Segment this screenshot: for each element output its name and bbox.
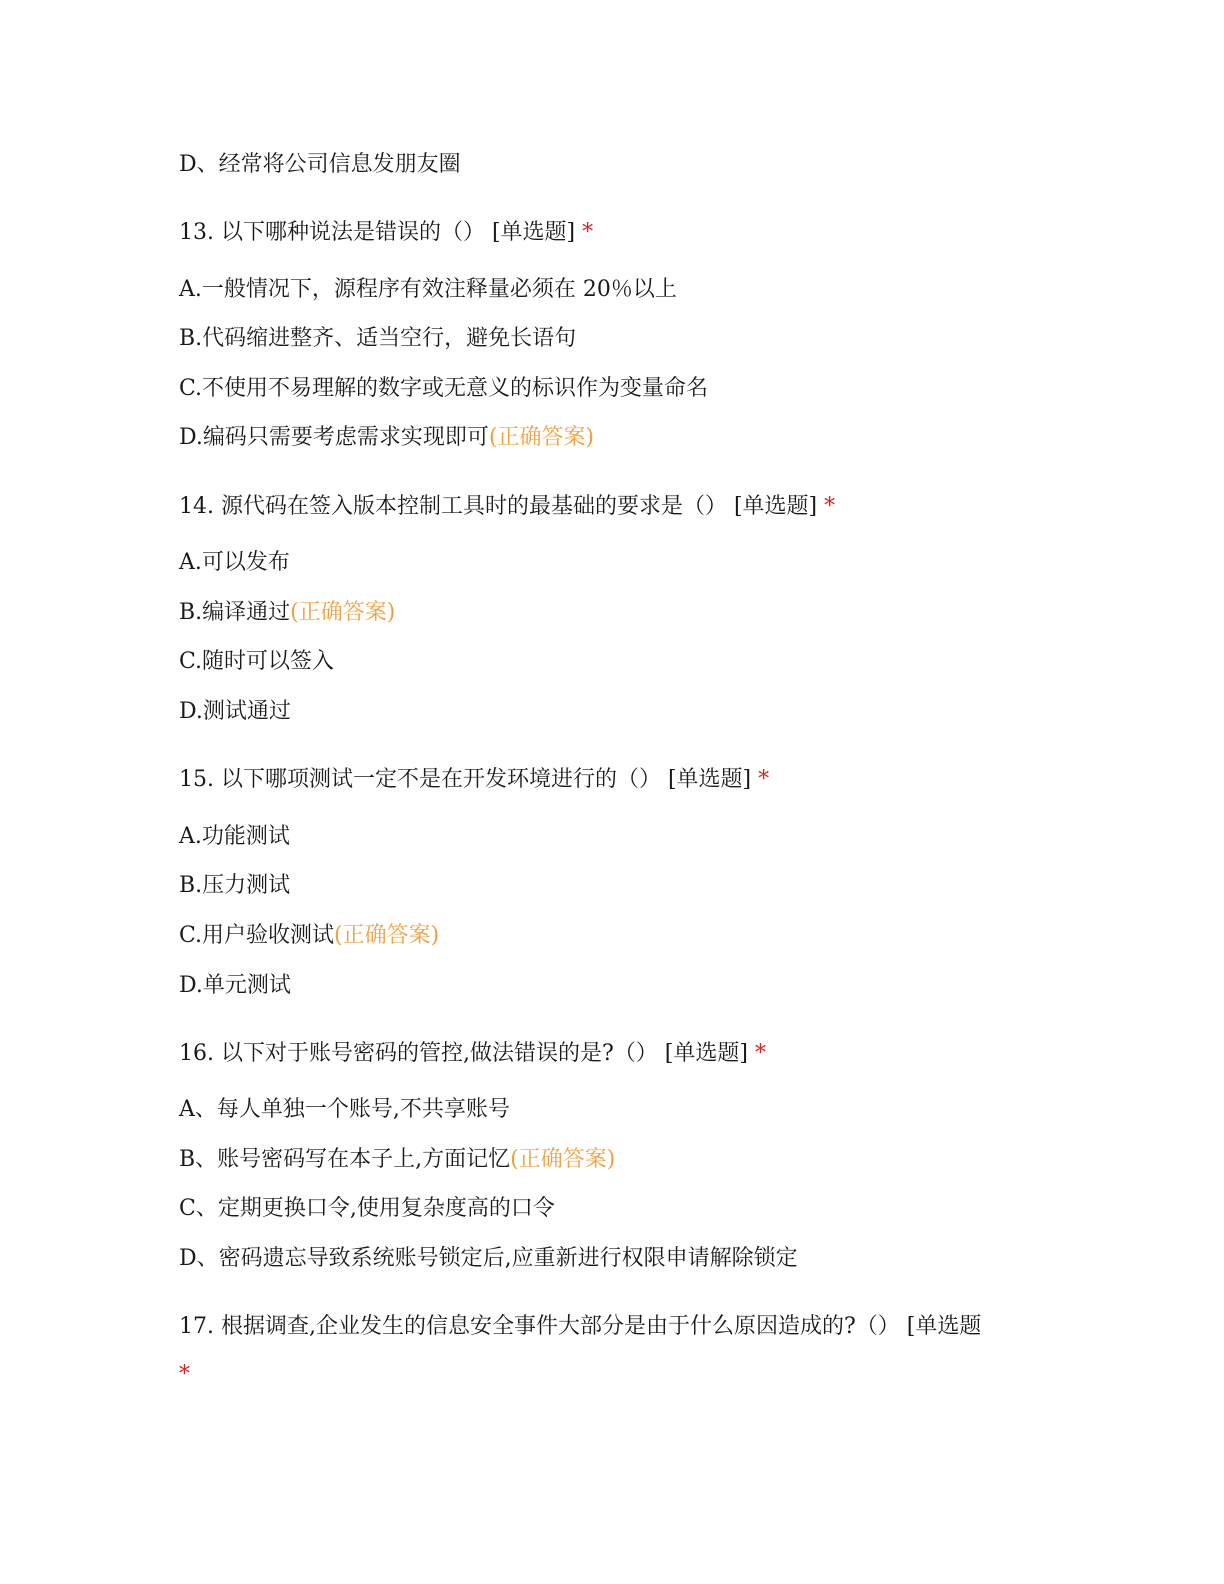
option-14b (179, 598, 395, 628)
option-15b (179, 871, 290, 901)
required-marker: * (754, 1041, 766, 1066)
required-marker: * (758, 767, 770, 792)
option-text: A、每人单独一个账号,不共享账号 (179, 1097, 510, 1122)
option-14c (179, 647, 334, 677)
option-15d (179, 971, 291, 1001)
option-16c (179, 1194, 555, 1224)
required-marker: * (179, 1362, 190, 1387)
option-16d (179, 1244, 798, 1274)
option-15c (179, 921, 439, 951)
option-text: C、定期更换口令,使用复杂度高的口令 (179, 1196, 555, 1221)
option-text: D.测试通过 (179, 699, 291, 724)
option-text: C.不使用不易理解的数字或无意义的标识作为变量命名 (179, 376, 709, 401)
question-16 (179, 1039, 766, 1069)
required-marker: * (582, 220, 594, 245)
question-text: 14. 源代码在签入版本控制工具时的最基础的要求是（） [单选题] (179, 494, 818, 519)
option-16a (179, 1095, 510, 1125)
question-text: 16. 以下对于账号密码的管控,做法错误的是?（） [单选题] (179, 1041, 748, 1066)
option-13d (179, 423, 594, 453)
correct-answer-tag: (正确答案) (510, 1147, 616, 1172)
correct-answer-tag: (正确答案) (334, 923, 440, 948)
option-text: D.编码只需要考虑需求实现即可 (179, 425, 489, 450)
option-12d (179, 150, 461, 180)
question-13 (179, 218, 593, 248)
question-14 (179, 492, 835, 522)
option-13c (179, 374, 708, 404)
question-text: 15. 以下哪项测试一定不是在开发环境进行的（） [单选题] (179, 767, 752, 792)
option-text: C.用户验收测试 (179, 923, 335, 948)
option-text: D、经常将公司信息发朋友圈 (179, 152, 461, 177)
option-text: A.一般情况下，源程序有效注释量必须在 20％以上 (179, 277, 677, 302)
option-13b (179, 324, 576, 354)
question-text: 13. 以下哪种说法是错误的（） [单选题] (179, 220, 576, 245)
option-text: A.可以发布 (179, 550, 290, 575)
option-15a (179, 822, 290, 852)
option-text: A.功能测试 (179, 824, 290, 849)
option-text: B、账号密码写在本子上,方面记忆 (179, 1147, 511, 1172)
question-15 (179, 765, 769, 795)
option-16b (179, 1145, 615, 1175)
option-text: C.随时可以签入 (179, 649, 335, 674)
question-text: 17. 根据调查,企业发生的信息安全事件大部分是由于什么原因造成的?（） [单选题 (179, 1314, 982, 1339)
correct-answer-tag: (正确答案) (290, 600, 396, 625)
required-marker: * (824, 494, 836, 519)
correct-answer-tag: (正确答案) (488, 425, 595, 450)
option-text: B.代码缩进整齐、适当空行，避免长语句 (179, 326, 577, 351)
option-text: D、密码遗忘导致系统账号锁定后,应重新进行权限申请解除锁定 (179, 1246, 798, 1271)
option-text: B.编译通过 (179, 600, 291, 625)
option-14d (179, 697, 291, 727)
question-17 (179, 1312, 981, 1342)
option-13a (179, 275, 677, 305)
option-text: B.压力测试 (179, 873, 291, 898)
option-text: D.单元测试 (179, 973, 291, 998)
option-14a (179, 548, 290, 578)
